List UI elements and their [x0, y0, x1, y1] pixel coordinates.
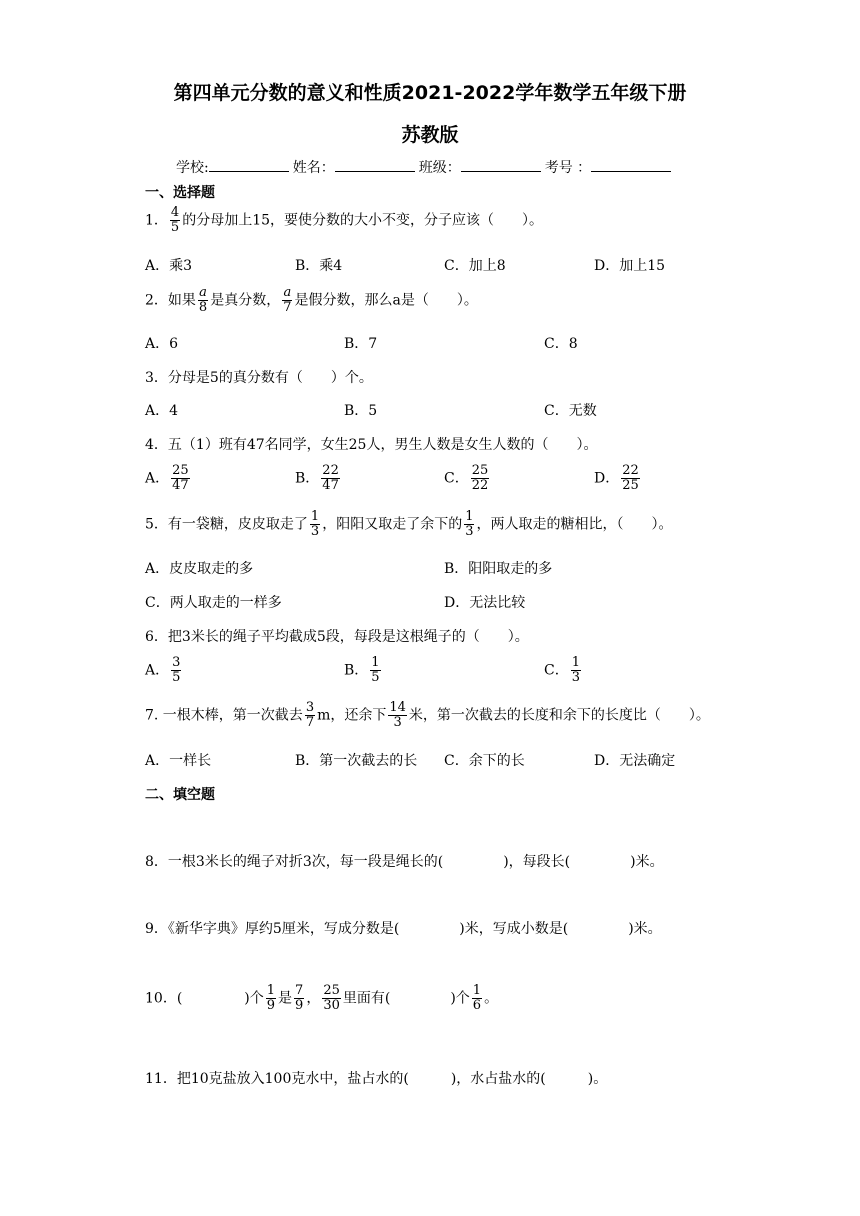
question-1: [145, 206, 543, 235]
q5-option-c[interactable]: C．两人取走的一样多: [145, 595, 282, 611]
q7-option-c[interactable]: C．余下的长: [444, 753, 525, 769]
q2-option-c[interactable]: C．8: [544, 336, 578, 352]
q2-fraction-2: $\frac{a}{7}$: [283, 285, 292, 315]
worksheet-subtitle: 苏教版: [401, 124, 459, 146]
question-8: 8．一根3米长的绳子对折3次，每一段是绳长的( )，每段长( )米。: [145, 854, 664, 870]
q3-option-c[interactable]: C．无数: [544, 403, 597, 419]
q2-option-b[interactable]: B．7: [344, 336, 378, 352]
q7-option-b[interactable]: B．第一次截去的长: [295, 753, 418, 769]
q6-option-a[interactable]: A． $\frac{3}{5}$: [145, 655, 181, 685]
q5-option-d[interactable]: D．无法比较: [444, 595, 526, 611]
q5-fraction-2: $\frac{1}{3}$: [465, 509, 474, 539]
student-info-line: [176, 157, 675, 177]
q2-number: 2．如果: [145, 292, 196, 309]
question-3: 3．分母是5的真分数有（ ）个。: [145, 370, 373, 386]
q3-option-b[interactable]: B．5: [344, 403, 378, 419]
exam-no-blank[interactable]: [591, 157, 671, 172]
q2-fraction-1: $\frac{a}{8}$: [198, 285, 208, 315]
q5-option-b[interactable]: B．阳阳取走的多: [444, 561, 553, 577]
question-9: 9．《新华字典》厚约5厘米，写成分数是( )米，写成小数是( )米。: [145, 921, 662, 937]
q5-fraction-1: $\frac{1}{3}$: [310, 509, 320, 539]
q2-option-a[interactable]: A．6: [145, 336, 179, 352]
q4-option-a[interactable]: A． $\frac{25}{47}$: [145, 463, 189, 493]
q3-option-a[interactable]: A．4: [145, 403, 179, 419]
question-11: 11．把10克盐放入100克水中，盐占水的( )，水占盐水的( )。: [145, 1071, 608, 1087]
q1-option-c[interactable]: C．加上8: [444, 258, 506, 274]
q4-option-c[interactable]: C． $\frac{25}{22}$: [444, 463, 489, 493]
q7-option-a[interactable]: A．一样长: [145, 753, 212, 769]
question-5: 5．有一袋糖，皮皮取走了 $\frac{1}{3}$ ，阳阳又取走了余下的 $\frac{1}{3}$ ，两人取走的糖相比，（ ）。: [145, 509, 673, 539]
q7-fraction-2: $\frac{14}{3}$: [389, 700, 406, 730]
q7-fraction-1: $\frac{3}{7}$: [305, 700, 315, 730]
school-label: 学校:: [176, 160, 209, 176]
name-blank[interactable]: [335, 157, 415, 172]
class-blank[interactable]: [461, 157, 541, 172]
class-label: 班级：: [418, 160, 461, 176]
name-label: 姓名：: [292, 160, 335, 176]
q4-option-d[interactable]: D． $\frac{22}{25}$: [594, 463, 639, 493]
question-6: 6．把3米长的绳子平均截成5段，每段是这根绳子的（ ）。: [145, 629, 529, 645]
question-10: 10．( )个 $\frac{1}{9}$ 是 $\frac{7}{9}$ ， $\frac{25}{30}$ 里面有( )个 $\frac{1}{6}$ 。: [145, 983, 499, 1013]
q6-option-c[interactable]: C． $\frac{1}{3}$: [544, 655, 580, 685]
q1-option-d[interactable]: D．加上15: [594, 258, 666, 274]
q5-option-a[interactable]: A．皮皮取走的多: [145, 561, 254, 577]
exam-no-label: 考号 ：: [544, 160, 592, 176]
school-blank[interactable]: [209, 157, 289, 172]
q1-text: 的分母加上15，要使分数的大小不变，分子应该（ ）。: [182, 212, 544, 229]
q1-fraction: $\frac{4}{5}$: [170, 205, 180, 235]
q6-option-b[interactable]: B． $\frac{1}{5}$: [344, 655, 380, 685]
question-4: 4．五（1）班有47名同学，女生25人，男生人数是女生人数的（ ）。: [145, 437, 598, 453]
section-fill-heading: 二、填空题: [145, 787, 215, 803]
q2-text: 是假分数，那么a是（ ）。: [294, 292, 478, 309]
section-choice-heading: 一、选择题: [145, 185, 215, 201]
question-2: [145, 286, 478, 315]
q4-option-b[interactable]: B． $\frac{22}{47}$: [295, 463, 339, 493]
q1-number: 1．: [145, 212, 168, 229]
q2-mid-text: 是真分数，: [210, 292, 281, 309]
question-7: 7. 一根木棒，第一次截去 $\frac{3}{7}$ m，还余下 $\frac{14}{3}$ 米，第一次截去的长度和余下的长度比（ ）。: [145, 700, 710, 730]
q1-option-b[interactable]: B．乘4: [295, 258, 343, 274]
q1-option-a[interactable]: A．乘3: [145, 258, 193, 274]
worksheet-title: 第四单元分数的意义和性质2021-2022学年数学五年级下册: [173, 82, 687, 104]
q7-option-d[interactable]: D．无法确定: [594, 753, 676, 769]
